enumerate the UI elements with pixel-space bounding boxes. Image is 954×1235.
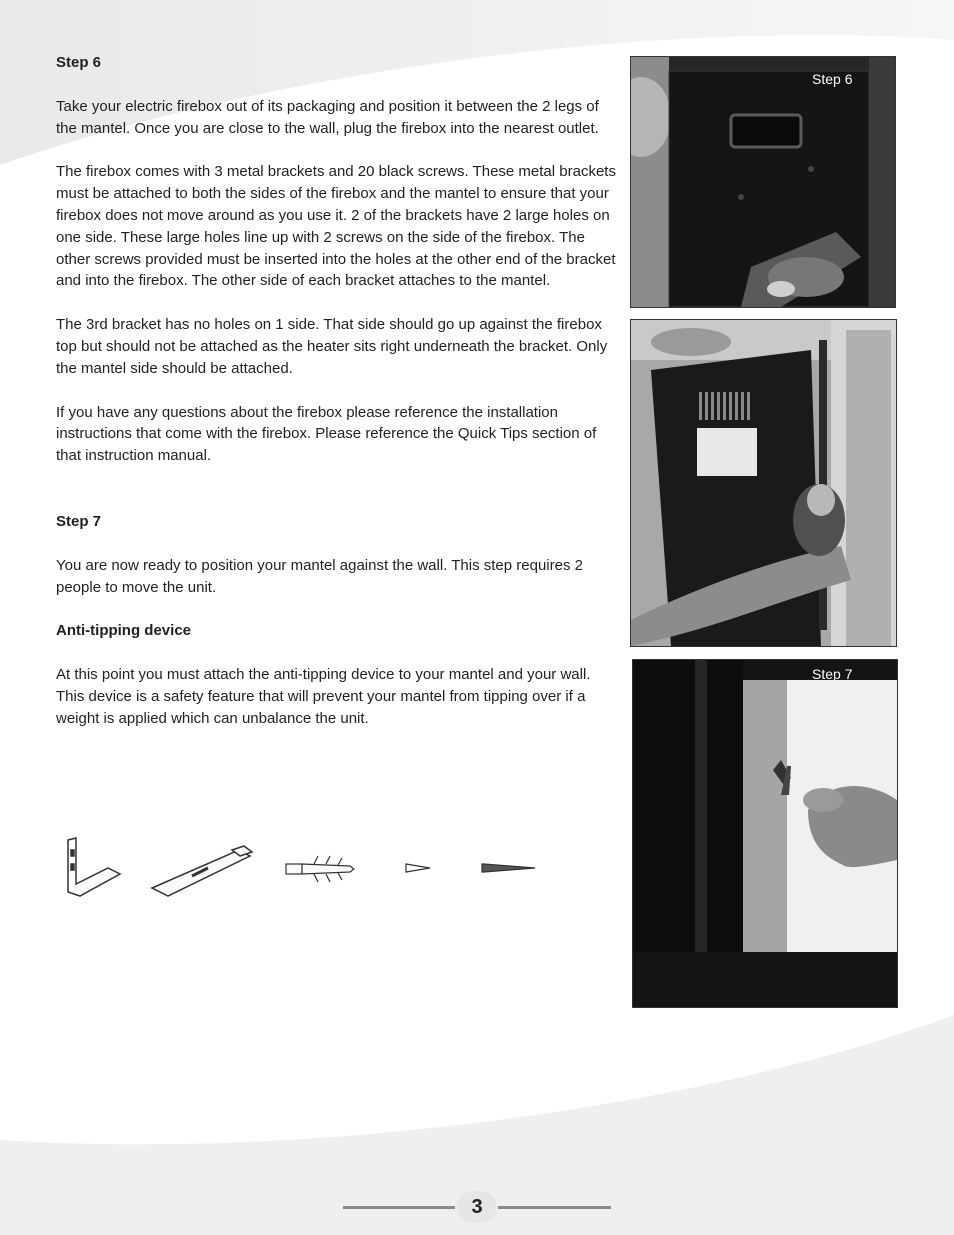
l-bracket-icon [68,838,120,896]
step7-heading: Step 7 [56,512,102,530]
step7-photo-label: Step 7 [812,666,853,682]
step7-photo-hammer-wall [632,659,898,1008]
page-number: 3 [457,1191,497,1223]
firebox-bracket-photo [630,319,897,647]
main-text-column [56,52,616,730]
anti-tipping-hardware-illustration [60,828,560,908]
step6-paragraph-3: The 3rd bracket has no holes on 1 side. That side should go up against the firebox top but should not be attached as the heater sits right underneath the bracket. Only the mantel side should be attached. [56,316,608,377]
flat-strap-icon [152,846,252,896]
footer-line-left [343,1206,455,1209]
wall-anchor-icon [286,856,354,882]
short-screw-icon [406,864,430,872]
step7-paragraph: You are now ready to position your mantel against the wall. This step requires 2 people to move the unit. [56,556,583,596]
step6-paragraph-1: Take your electric firebox out of its packaging and position it between the 2 legs of the mantel. Once you are close to the wall, plug the firebox into the nearest outlet. [56,97,599,137]
long-screw-icon [482,864,535,872]
step6-photo-drilling-firebox [630,56,896,308]
anti-tipping-heading: Anti-tipping device [56,622,191,640]
step6-photo-label: Step 6 [812,71,853,87]
step6-paragraph-4: If you have any questions about the firebox please reference the installation instructions that come with the firebox. Please reference the Quick Tips section of that instruction manual. [56,403,597,465]
step6-heading: Step 6 [56,54,102,71]
step6-paragraph-2: The firebox comes with 3 metal brackets and 20 black screws. These metal brackets must be attached to both the sides of the firebox and the mantel to ensure that your firebox does not move around as you use it. 2 of the brackets have 2 large holes on one side. These large holes line up with 2 screws on the side of the firebox. The other screws provided must be inserted into the holes at the other end of the bracket and into the firebox. The other side of each bracket attaches to the mantel. [56,163,616,290]
footer-line-right [498,1206,611,1209]
anti-tipping-paragraph: At this point you must attach the anti-tipping device to your mantel and your wall. This device is a safety feature that will prevent your mantel from tipping over if a weight is applied which can unbalance the unit. [56,666,591,727]
